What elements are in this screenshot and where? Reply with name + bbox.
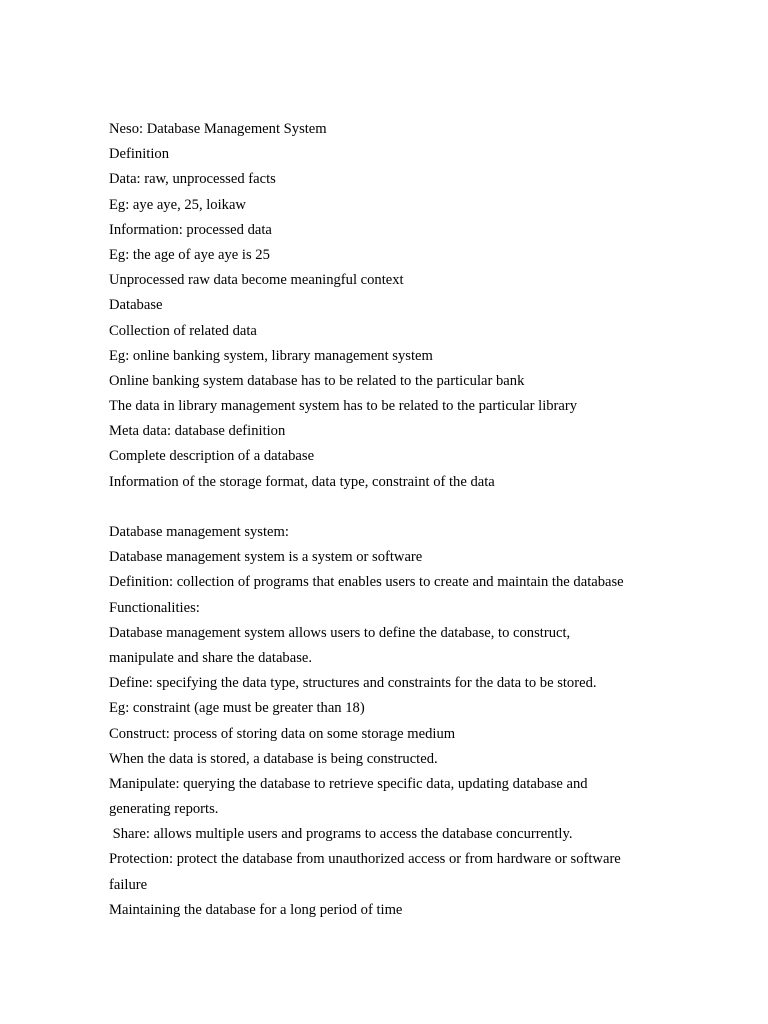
text-line: Data: raw, unprocessed facts xyxy=(109,171,276,188)
text-line: generating reports. xyxy=(109,801,219,818)
text-line: Define: specifying the data type, structures and constraints for the data to be stored. xyxy=(109,675,597,692)
text-line: Unprocessed raw data become meaningful context xyxy=(109,272,404,289)
heading-dbms: Database management system: xyxy=(109,524,289,540)
text-line: Share: allows multiple users and programs to access the database concurrently. xyxy=(109,826,573,843)
text-line: Maintaining the database for a long period of time xyxy=(109,901,403,918)
text-line: Construct: process of storing data on some storage medium xyxy=(109,725,456,742)
heading-database: Database xyxy=(109,297,163,314)
document-body xyxy=(109,117,709,923)
text-line: When the data is stored, a database is being constructed. xyxy=(109,750,438,767)
text-line: Definition: collection of programs that enables users to create and maintain the database xyxy=(109,574,624,591)
heading-definition: Definition xyxy=(109,146,169,163)
text-line: Online banking system database has to be related to the particular bank xyxy=(109,372,525,389)
text-line: Collection of related data xyxy=(109,322,257,339)
text-line: Database management system is a system or software xyxy=(109,549,423,566)
text-line: Complete description of a database xyxy=(109,448,315,465)
text-line: Meta data: database definition xyxy=(109,423,286,440)
text-line: Eg: aye aye, 25, loikaw xyxy=(109,196,246,213)
heading-functionalities: Functionalities: xyxy=(109,599,200,616)
text-line: manipulate and share the database. xyxy=(109,649,313,666)
text-line: Eg: constraint (age must be greater than 18) xyxy=(109,700,365,717)
text-line: Eg: the age of aye aye is 25 xyxy=(109,246,270,263)
blank-line xyxy=(109,495,709,520)
text-line: The data in library management system has to be related to the particular library xyxy=(109,398,578,415)
text-line: Database management system allows users to define the database, to construct, xyxy=(109,624,571,641)
text-line: Information of the storage format, data type, constraint of the data xyxy=(109,473,495,490)
text-line: Manipulate: querying the database to retrieve specific data, updating database and xyxy=(109,775,588,792)
text-line: failure xyxy=(109,876,148,893)
text-line: Eg: online banking system, library management system xyxy=(109,347,433,364)
document-title: Neso: Database Management System xyxy=(109,121,327,137)
text-line: Protection: protect the database from unauthorized access or from hardware or software xyxy=(109,851,621,868)
text-line: Information: processed data xyxy=(109,221,272,238)
